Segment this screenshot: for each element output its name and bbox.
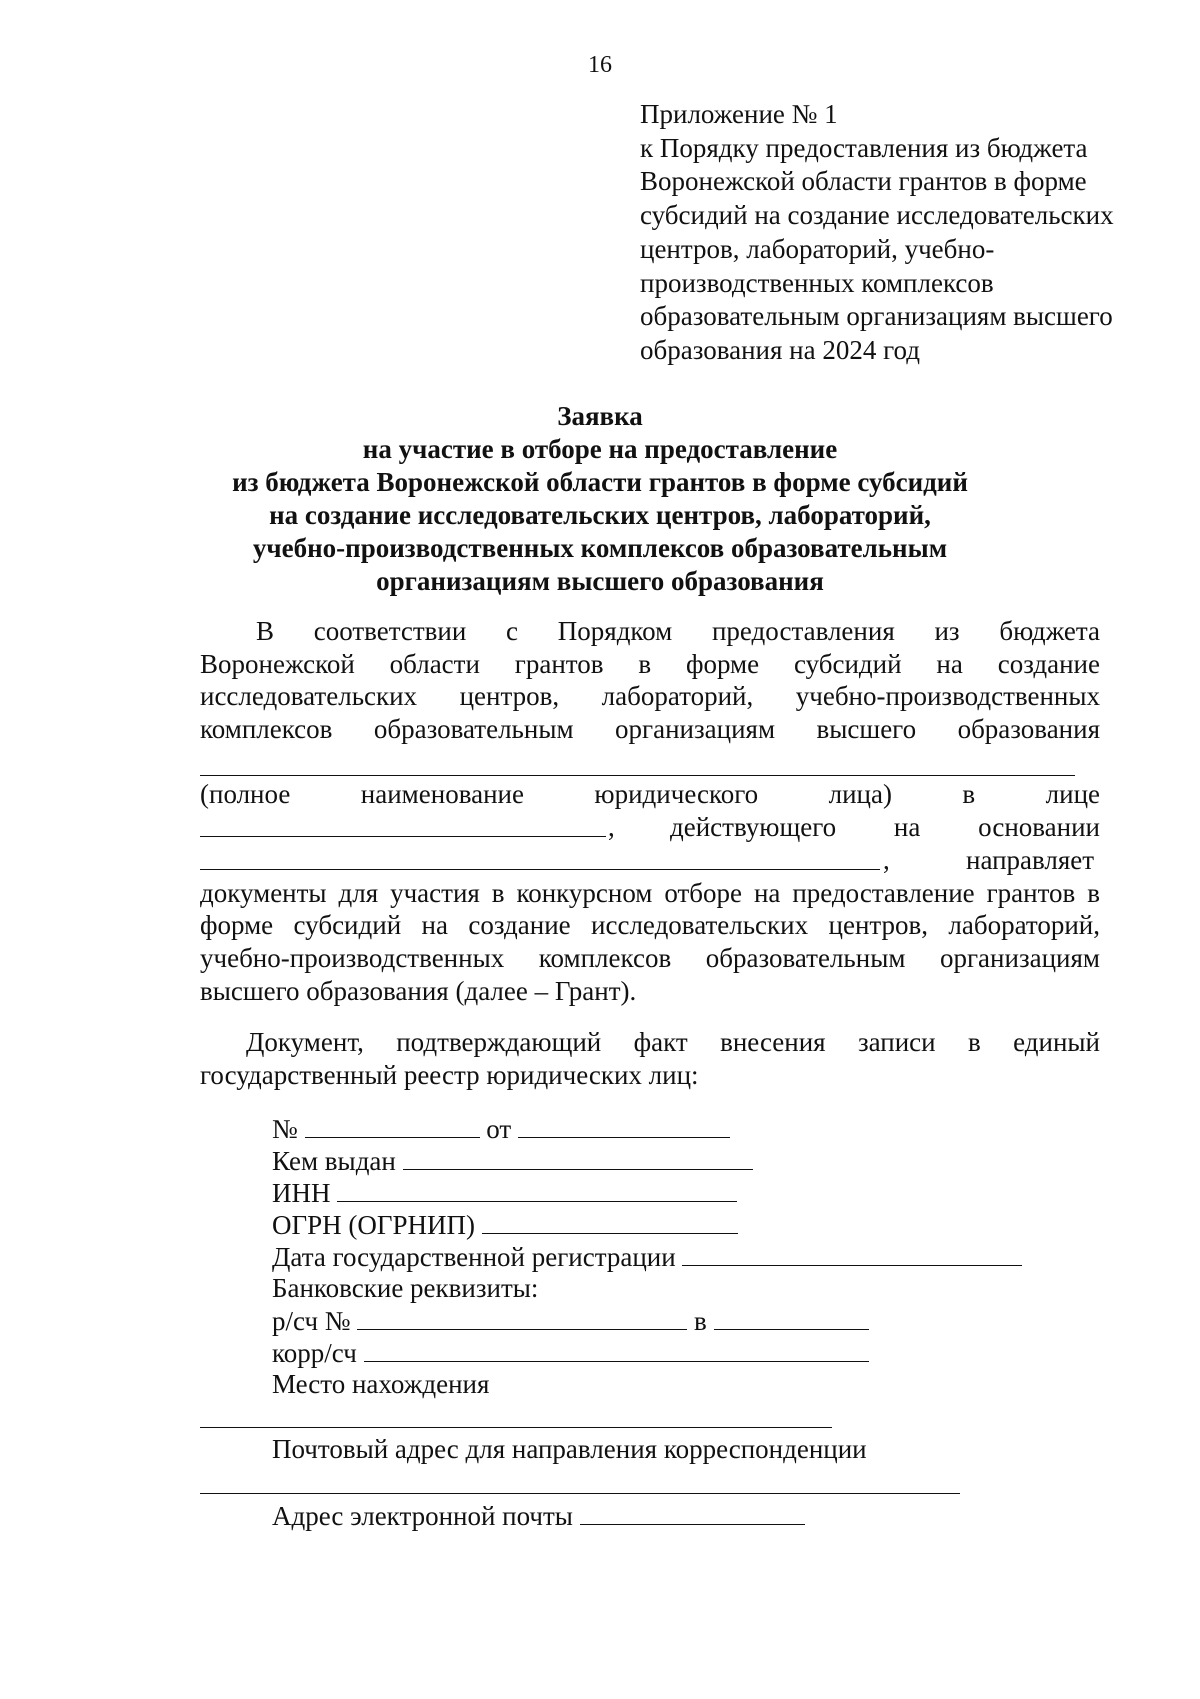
comma: , [608,812,615,842]
title-line: организациям высшего образования [376,566,824,596]
ogrn-row [272,1209,738,1241]
from-label: от [486,1114,512,1144]
location-blank[interactable] [200,1427,832,1428]
organization-caption: (полное наименование юридического лица) в лице [200,779,1100,809]
title-line: учебно-производственных комплексов образовательным [252,533,948,563]
number-row [272,1113,730,1145]
issued-by-blank[interactable] [403,1145,753,1170]
registration-date-label: Дата государственной регистрации [272,1242,676,1272]
egrul-paragraph-line: Документ, подтверждающий факт внесения записи в единый [246,1027,1100,1057]
intro-line: исследовательских центров, лабораторий, учебно-производственных [200,681,1100,711]
corr-account-label: корр/сч [272,1338,357,1368]
account-row [272,1305,869,1337]
issued-by-label: Кем выдан [272,1146,396,1176]
number-blank[interactable] [305,1113,480,1138]
appendix-line: Приложение № 1 [640,99,838,129]
body-line: форме субсидий на создание исследовательских центров, лабораторий, [200,910,1100,940]
page-number: 16 [588,52,612,78]
appendix-line: образования на 2024 год [640,334,920,365]
registration-date-blank[interactable] [682,1241,1022,1266]
egrul-paragraph-line: государственный реестр юридических лиц: [200,1060,699,1090]
appendix-line: центров, лабораторий, учебно- [640,233,995,264]
basis-document-blank[interactable] [200,845,880,870]
inn-label: ИНН [272,1178,331,1208]
intro-line: Воронежской области грантов в форме субсидий на создание [200,649,1100,679]
email-row [272,1500,805,1532]
appendix-note [640,98,1170,368]
document-title [0,400,1200,598]
postal-address-blank[interactable] [200,1493,960,1494]
ogrn-label: ОГРН (ОГРНИП) [272,1210,475,1240]
comma: , [883,845,890,875]
intro-line: комплексов образовательным организациям высшего образования [200,714,1100,744]
title-line: на создание исследовательских центров, лабораторий, [269,500,931,530]
intro-line: В соответствии с Порядком предоставления из бюджета [256,616,1100,646]
in-label: в [694,1306,707,1336]
title-line: на участие в отборе на предоставление [362,434,838,464]
number-label: № [272,1114,298,1144]
date-blank[interactable] [518,1113,730,1138]
email-blank[interactable] [580,1500,805,1525]
inn-blank[interactable] [337,1177,737,1202]
appendix-line: образовательным организациям высшего [640,301,1113,332]
representative-blank[interactable] [200,812,606,837]
inn-row [272,1177,737,1209]
body-line: высшего образования (далее – Грант). [200,976,637,1006]
postal-address-label: Почтовый адрес для направления корреспонденции [272,1434,867,1464]
acting-basis-label: действующего на основании [670,812,1100,842]
account-label: р/сч № [272,1306,351,1336]
bank-name-blank[interactable] [714,1305,869,1330]
appendix-line: к Порядку предоставления из бюджета [640,132,1088,163]
title-line: Заявка [557,401,643,431]
corr-account-blank[interactable] [364,1337,869,1362]
location-label: Место нахождения [272,1369,490,1399]
account-blank[interactable] [357,1305,687,1330]
issued-by-row [272,1145,753,1177]
organization-name-blank[interactable] [200,775,1075,776]
registration-date-row [272,1241,1022,1273]
sends-label: направляет [966,845,1095,875]
body-line: учебно-производственных комплексов образовательным организациям [200,943,1100,973]
appendix-line: субсидий на создание исследовательских [640,200,1114,231]
title-line: из бюджета Воронежской области грантов в форме субсидий [232,467,968,497]
body-line: документы для участия в конкурсном отборе на предоставление грантов в [200,878,1100,908]
appendix-line: Воронежской области грантов в форме [640,166,1087,197]
appendix-line: производственных комплексов [640,267,994,298]
email-label: Адрес электронной почты [272,1501,573,1531]
corr-account-row [272,1337,869,1369]
bank-details-label: Банковские реквизиты: [272,1273,539,1303]
ogrn-blank[interactable] [482,1209,738,1234]
